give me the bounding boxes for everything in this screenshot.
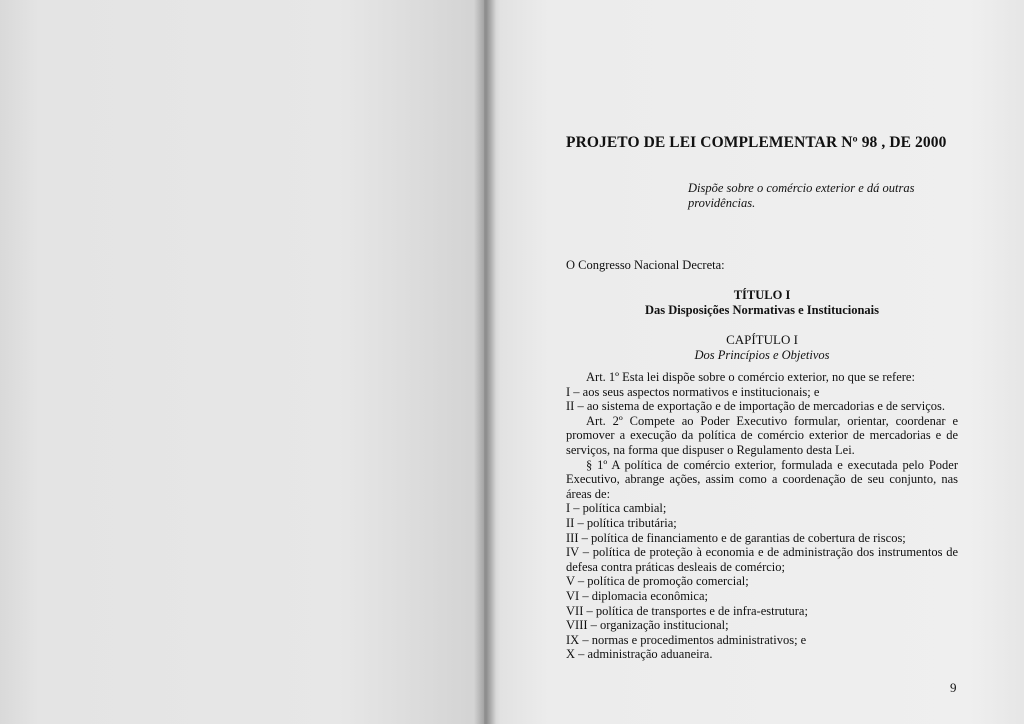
bleed-through-text bbox=[40, 28, 450, 43]
paragraph-1: § 1º A política de comércio exterior, formulada e executada pelo Poder Executivo, abrange ações, assim como a coordenação de seu conjunto, nas áreas de: bbox=[566, 457, 958, 501]
ementa: Dispõe sobre o comércio exterior e dá outras providências. bbox=[688, 181, 915, 210]
chapter-heading: CAPÍTULO I bbox=[726, 332, 798, 347]
book-gutter bbox=[474, 0, 496, 724]
article-1: Art. 1º Esta lei dispõe sobre o comércio exterior, no que se refere: bbox=[586, 370, 915, 384]
item-i: I – política cambial; bbox=[566, 501, 667, 516]
item-ix: IX – normas e procedimentos administrativos; e bbox=[566, 632, 807, 647]
item-v: V – política de promoção comercial; bbox=[566, 574, 749, 589]
item-i: I – aos seus aspectos normativos e institucionais; e bbox=[566, 384, 820, 399]
item-ii: II – ao sistema de exportação e de importação de mercadorias e de serviços. bbox=[566, 399, 945, 414]
item-vii: VII – política de transportes e de infra-estrutura; bbox=[566, 603, 808, 618]
article-2: Art. 2º Compete ao Poder Executivo formular, orientar, coordenar e promover a execução da política de comércio exterior de mercadorias e de serviços, na forma que dispuser o Regulamento desta Lei. bbox=[566, 413, 958, 457]
item-iv: IV – política de proteção à economia e de administração dos instrumentos de defesa contra práticas desleais de comércio; bbox=[566, 545, 958, 574]
title-subheading: Das Disposições Normativas e Institucionais bbox=[644, 303, 880, 317]
page-number: 9 bbox=[950, 680, 957, 695]
item-vi: VI – diplomacia econômica; bbox=[566, 588, 708, 603]
document-title: PROJETO DE LEI COMPLEMENTAR Nº 98 , DE 2000 bbox=[566, 134, 947, 151]
item-ii: II – política tributária; bbox=[566, 515, 677, 530]
article-text bbox=[566, 370, 958, 662]
enacting-clause: O Congresso Nacional Decreta: bbox=[566, 258, 725, 272]
left-page bbox=[0, 0, 484, 724]
title-heading: TÍTULO I bbox=[733, 288, 791, 302]
chapter-subheading: Dos Princípios e Objetivos bbox=[694, 348, 830, 362]
item-iii: III – política de financiamento e de garantias de cobertura de riscos; bbox=[566, 530, 906, 545]
item-x: X – administração aduaneira. bbox=[566, 647, 713, 662]
item-viii: VIII – organização institucional; bbox=[566, 618, 729, 633]
